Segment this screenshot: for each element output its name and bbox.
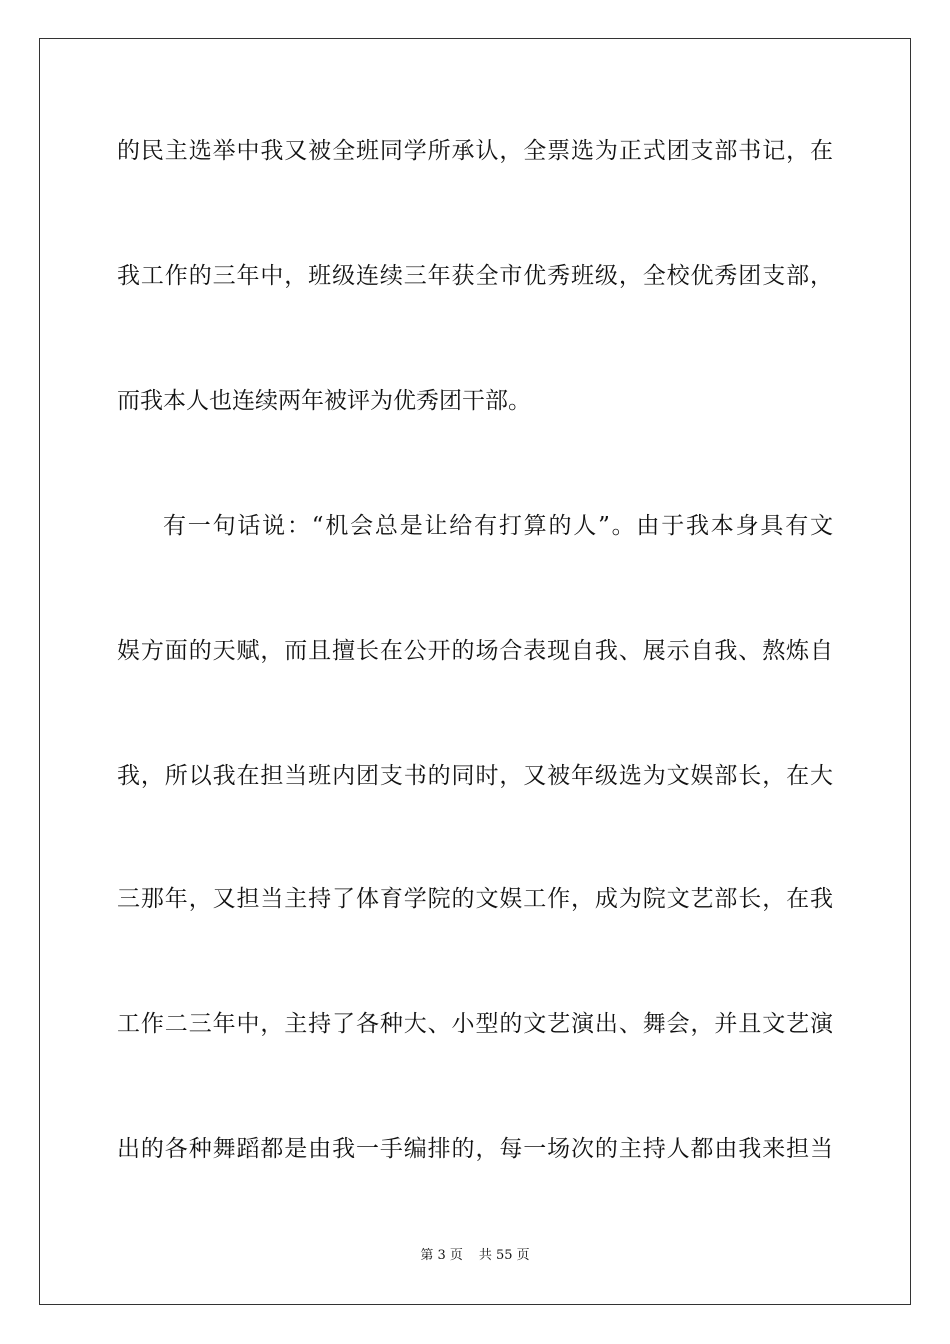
paragraph-line-8: 工作二三年中，主持了各种大、小型的文艺演出、舞会，并且文艺演 xyxy=(117,1011,833,1037)
page-footer xyxy=(0,1248,950,1264)
page-total: 共 55 页 xyxy=(478,1248,530,1263)
paragraph-line-6: 我，所以我在担当班内团支书的同时，又被年级选为文娱部长，在大 xyxy=(117,763,833,789)
paragraph-line-9: 出的各种舞蹈都是由我一手编排的，每一场次的主持人都由我来担当 xyxy=(117,1136,833,1162)
paragraph-line-5: 娱方面的天赋，而且擅长在公开的场合表现自我、展示自我、熬炼自 xyxy=(117,638,833,664)
page-number: 第 3 页 xyxy=(420,1248,463,1263)
paragraph-line-3: 而我本人也连续两年被评为优秀团干部。 xyxy=(117,388,531,414)
page-border xyxy=(39,38,911,1305)
paragraph-line-7: 三那年，又担当主持了体育学院的文娱工作，成为院文艺部长，在我 xyxy=(117,886,833,912)
paragraph-line-2: 我工作的三年中，班级连续三年获全市优秀班级，全校优秀团支部， xyxy=(117,263,833,289)
paragraph-line-4: 有一句话说：“机会总是让给有打算的人”。由于我本身具有文 xyxy=(163,513,833,539)
paragraph-line-1: 的民主选举中我又被全班同学所承认，全票选为正式团支部书记，在 xyxy=(117,138,833,164)
